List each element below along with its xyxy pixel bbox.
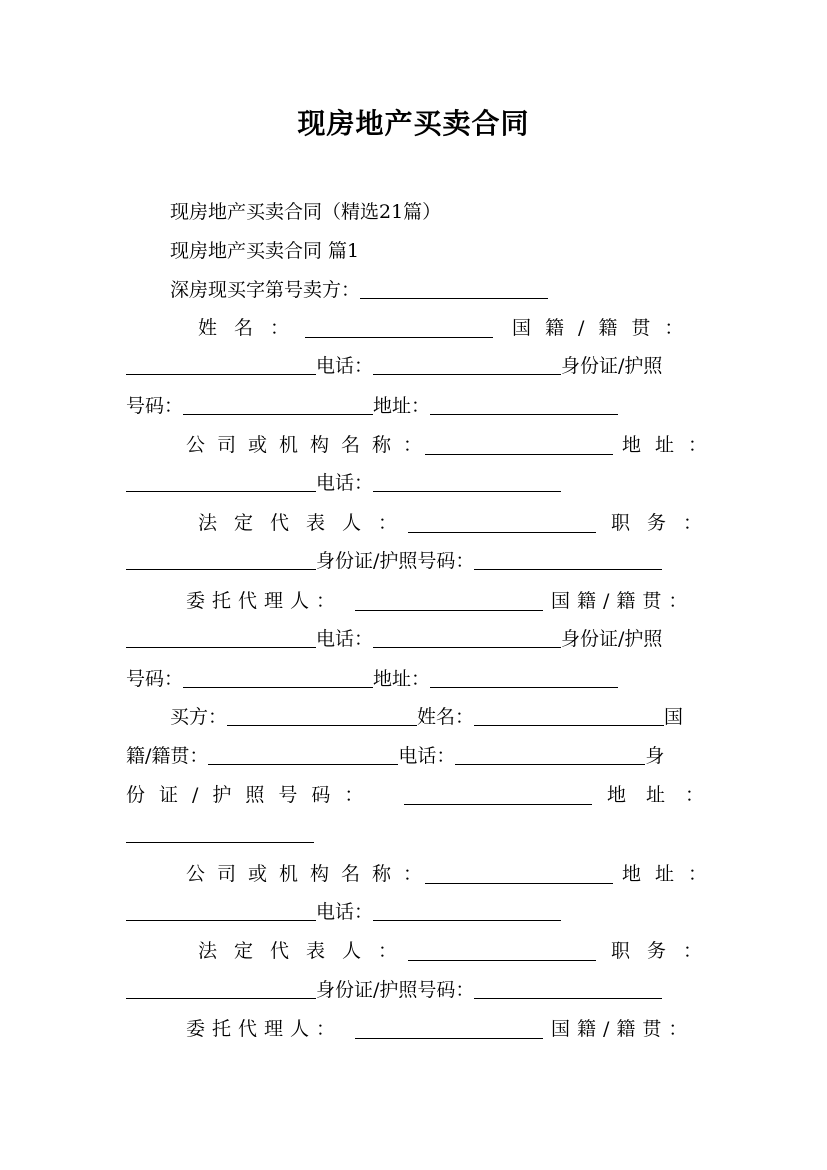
blank-line — [126, 902, 316, 921]
blank-line — [430, 396, 618, 415]
buyer-id-label-cont: 份证/护照号码： — [126, 784, 378, 806]
blank-line — [208, 746, 398, 765]
seller-id-label: 身份证/护照 — [561, 355, 663, 377]
seller-header-line — [170, 277, 548, 303]
blank-line — [430, 669, 618, 688]
seller-address-label: 地址： — [373, 395, 431, 417]
blank-line — [408, 514, 596, 533]
seller-company-label: 公司或机构名称： — [186, 434, 435, 456]
buyer-legal-id-label: 身份证/护照号码： — [316, 979, 475, 1001]
buyer-legal-rep-label: 法定代表人： — [198, 940, 415, 962]
buyer-legal-id-line — [126, 977, 662, 1003]
buyer-name-label: 姓名： — [417, 706, 475, 728]
seller-phone-line — [126, 353, 662, 379]
buyer-agent-nationality-label: 国籍/籍贯： — [551, 1018, 695, 1040]
seller-agent-id-label-cont: 号码： — [126, 668, 184, 690]
blank-line — [126, 629, 316, 648]
blank-line — [183, 396, 373, 415]
buyer-label: 买方： — [170, 706, 228, 728]
seller-id-label-cont: 号码： — [126, 395, 184, 417]
seller-phone-label: 电话： — [316, 355, 374, 377]
blank-line — [355, 592, 543, 611]
subtitle: 现房地产买卖合同（精选21篇） — [170, 201, 442, 223]
buyer-id-label: 身 — [645, 745, 665, 767]
blank-line — [404, 786, 592, 805]
blank-line — [373, 356, 561, 375]
blank-line — [455, 746, 645, 765]
seller-name-line — [198, 315, 306, 341]
buyer-nationality-line — [126, 743, 664, 769]
seller-id-address-line — [126, 393, 618, 419]
buyer-address-line — [126, 821, 314, 847]
blank-line — [425, 436, 613, 455]
blank-line — [373, 902, 561, 921]
seller-legal-id-label: 身份证/护照号码： — [316, 550, 475, 572]
blank-line — [373, 473, 561, 492]
buyer-name-line — [170, 704, 683, 730]
buyer-nationality-label: 国 — [664, 706, 684, 728]
seller-agent-id-label: 身份证/护照 — [561, 628, 663, 650]
blank-line — [360, 280, 548, 299]
blank-line — [126, 980, 316, 999]
buyer-phone-label: 电话： — [398, 745, 456, 767]
seller-agent-phone-line — [126, 626, 662, 652]
document-title: 现房地产买卖合同 — [297, 107, 530, 140]
blank-line — [126, 824, 314, 843]
seller-agent-id-address-line — [126, 666, 618, 692]
buyer-position-label: 职务： — [611, 940, 720, 962]
contract-no-label: 深房现买字第号卖方： — [170, 279, 361, 301]
blank-line — [183, 669, 373, 688]
blank-line — [474, 551, 662, 570]
buyer-agent-label: 委托代理人： — [186, 1018, 343, 1040]
seller-agent-nationality-label: 国籍/籍贯： — [551, 590, 695, 612]
seller-legal-id-line — [126, 548, 662, 574]
seller-company-phone-line — [126, 470, 561, 496]
blank-line — [227, 707, 417, 726]
blank-line — [126, 473, 316, 492]
seller-legal-rep-label: 法定代表人： — [198, 512, 415, 534]
blank-line — [126, 356, 316, 375]
seller-company-address-label: 地址： — [622, 434, 722, 456]
seller-company-phone-label: 电话： — [316, 472, 374, 494]
seller-agent-phone-label: 电话： — [316, 628, 374, 650]
seller-position-label: 职务： — [611, 512, 720, 534]
buyer-nationality-label-cont: 籍/籍贯： — [126, 745, 209, 767]
seller-agent-address-label: 地址： — [373, 668, 431, 690]
blank-line — [305, 319, 493, 338]
buyer-company-label: 公司或机构名称： — [186, 863, 435, 885]
seller-name-label: 姓名： — [198, 317, 307, 339]
blank-line — [408, 942, 596, 961]
buyer-company-phone-label: 电话： — [316, 901, 374, 923]
seller-agent-label: 委托代理人： — [186, 590, 343, 612]
blank-line — [474, 707, 664, 726]
seller-nationality-label: 国籍/籍贯： — [512, 317, 698, 339]
blank-line — [126, 551, 316, 570]
blank-line — [355, 1020, 543, 1039]
blank-line — [373, 629, 561, 648]
buyer-company-address-label: 地址： — [622, 863, 722, 885]
blank-line — [425, 865, 613, 884]
section-heading: 现房地产买卖合同 篇1 — [170, 240, 360, 262]
buyer-address-label: 地址： — [607, 784, 725, 806]
buyer-company-phone-line — [126, 899, 561, 925]
blank-line — [474, 980, 662, 999]
